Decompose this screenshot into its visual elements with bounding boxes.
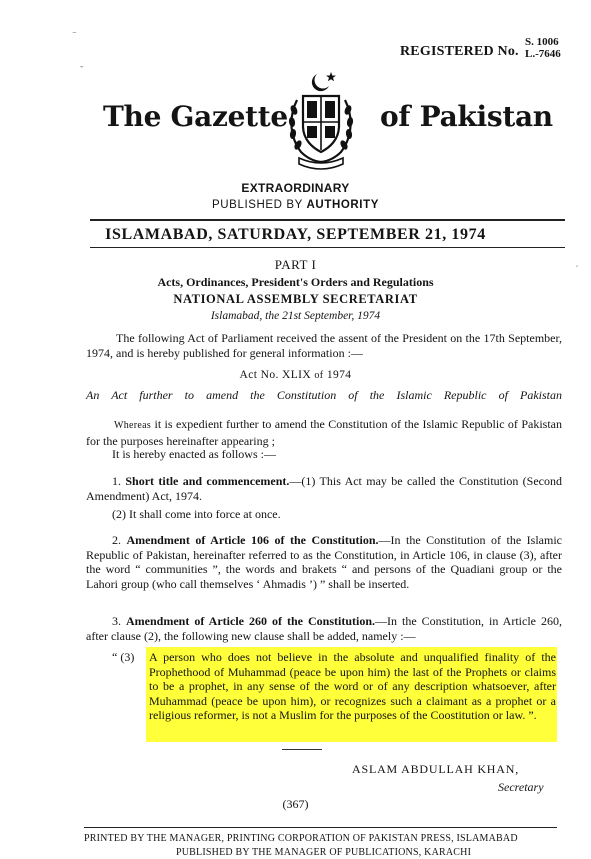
section-2-text: —In the Constitution of the Islamic Republic of Pakistan, hereinafter referred to as the Constitution, in Article 106, in clause (3), after the word “ communities ”, the words and brakets “ and persons of the Quadiani group or the Lahori group (who call themselves ‘ Ahmadis ’) ” shall be inserted. — [86, 533, 563, 591]
registered-number-bottom: L.-7646 — [525, 48, 561, 60]
section-1-subclause: (2) It shall come into force at once. — [112, 507, 281, 521]
act-number-of: of — [314, 370, 324, 381]
section-3-number: 3. — [112, 614, 121, 628]
published-by-authority — [0, 199, 591, 211]
part-heading: PART I — [274, 257, 317, 272]
registered-number-top: S. 1006 — [525, 36, 559, 48]
masthead-left: The Gazette — [103, 100, 288, 133]
top-rule — [90, 219, 565, 221]
signer-title: Secretary — [498, 780, 544, 794]
new-clause-text: A person who does not believe in the absolute and unqualified finality of the Prophethood of Muhammad (peace be upon him) the last of the Prophets or claims to be a prophet, in any sense of the word or of any description whatsoever, after Muhammad (peace be upon him), or recognizes such a claimant as a prophet or a religious reformer, is not a Muslim for the purposes of the Coostitution or law. ”. — [149, 650, 556, 722]
registered-label: REGISTERED No. — [400, 44, 519, 59]
printer-line: PRINTED BY THE MANAGER, PRINTING CORPORATION OF PAKISTAN PRESS, ISLAMABAD — [84, 833, 518, 844]
margin-mark: ⁻ — [72, 30, 77, 40]
secretariat-heading: NATIONAL ASSEMBLY SECRETARIAT — [173, 292, 418, 306]
act-number-prefix: Act — [239, 369, 258, 381]
page-number: (367) — [282, 797, 309, 811]
whereas-word: Whereas — [114, 420, 152, 431]
margin-mark: - — [80, 62, 84, 72]
place-date: Islamabad, the 21st September, 1974 — [210, 310, 381, 322]
section-1 — [86, 474, 562, 503]
enacted-line: It is hereby enacted as follows :— — [112, 447, 276, 461]
section-1-number: 1. — [112, 474, 121, 488]
whereas-text: it is expedient further to amend the Constitution of the Islamic Republic of Pakistan for the purposes hereinafter appearing ; — [86, 417, 562, 448]
section-3-text: —In the Constitution, in Article 260, after clause (2), the following new clause shall be added, namely :— — [86, 614, 562, 643]
registered-number — [525, 36, 561, 60]
section-1-text: —(1) This Act may be called the Constitution (Second Amendment) Act, 1974. — [86, 474, 563, 503]
publisher-line: PUBLISHED BY THE MANAGER OF PUBLICATIONS, KARACHI — [176, 847, 472, 858]
signer-name: ASLAM ABDULLAH KHAN, — [352, 762, 520, 776]
section-2-heading: Amendment of Article 106 of the Constitution. — [126, 533, 379, 547]
section-3-heading: Amendment of Article 260 of the Constitution. — [126, 614, 375, 628]
intro-paragraph: The following Act of Parliament received the assent of the President on the 17th September, 1974, and is hereby published for general information :— — [86, 331, 562, 360]
masthead-right: of Pakistan — [380, 100, 553, 133]
published-by-suffix: AUTHORITY — [306, 199, 379, 211]
act-number-value: No. XLIX — [260, 369, 312, 381]
new-clause-number: “ (3) — [112, 650, 135, 664]
extraordinary-label: EXTRAORDINARY — [241, 181, 350, 195]
separator-rule — [282, 749, 322, 750]
act-number-year: 1974 — [326, 369, 352, 381]
section-1-heading: Short title and commencement. — [125, 474, 290, 488]
section-3 — [86, 614, 562, 643]
bottom-rule — [90, 247, 565, 248]
margin-mark: ′ — [576, 265, 579, 275]
dateline: ISLAMABAD, SATURDAY, SEPTEMBER 21, 1974 — [105, 226, 486, 243]
whereas-paragraph — [86, 417, 562, 448]
act-number — [0, 369, 591, 381]
act-title: An Act further to amend the Constitution of the Islamic Republic of Pakistan — [86, 388, 562, 402]
section-2-number: 2. — [112, 533, 121, 547]
acts-heading: Acts, Ordinances, President's Orders and Regulations — [157, 275, 434, 289]
section-2 — [86, 533, 562, 591]
footer-rule — [84, 827, 557, 828]
published-by-prefix: PUBLISHED BY — [212, 199, 303, 211]
state-emblem-icon — [283, 66, 359, 170]
